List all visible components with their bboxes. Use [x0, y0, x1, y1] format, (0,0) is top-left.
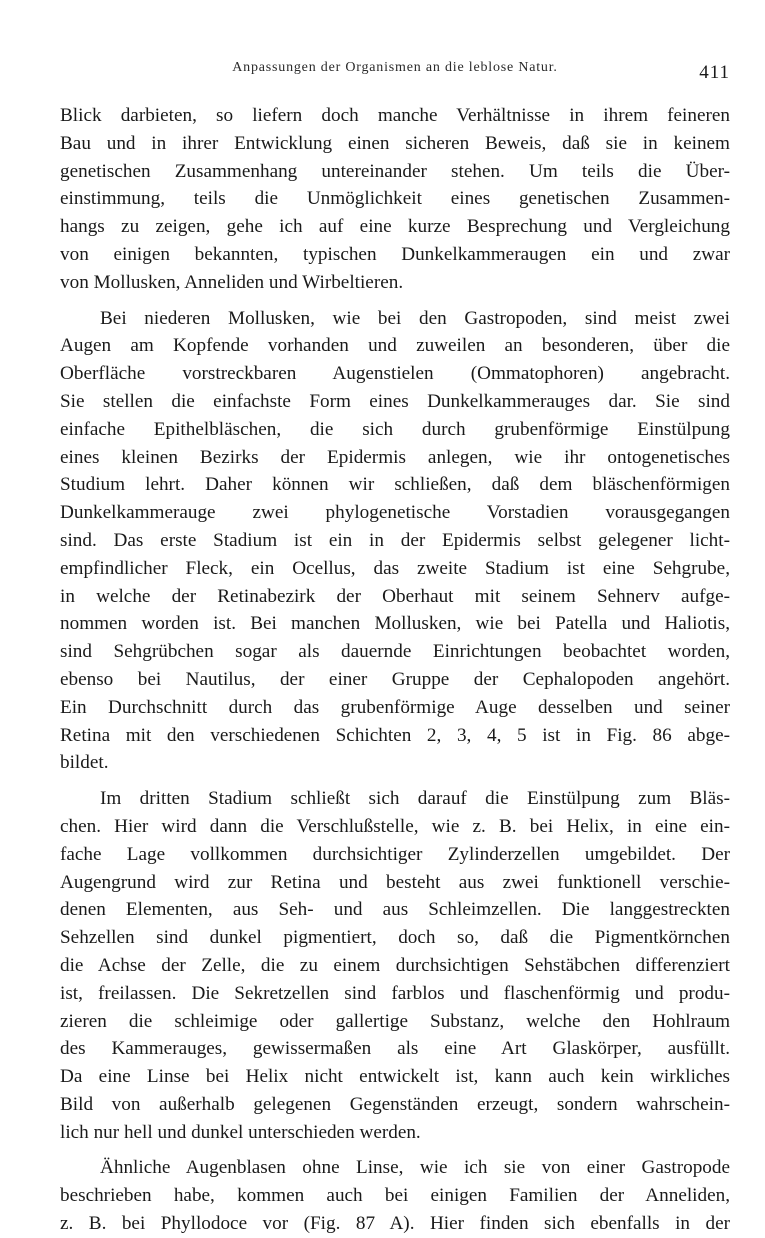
text-line: z. B. bei Phyllodoce vor (Fig. 87 A). Hier finden sich ebenfalls in der — [60, 1213, 730, 1235]
text-line: Bau und in ihrer Entwicklung einen sicheren Beweis, daß sie in keinem — [60, 132, 730, 154]
text-line: Oberfläche vorstreckbaren Augenstielen (Ommatophoren) angebracht. — [60, 363, 730, 385]
text-line: sind. Das erste Stadium ist ein in der Epidermis selbst gelegener licht- — [60, 529, 730, 551]
text-line: Retina mit den verschiedenen Schichten 2, 3, 4, 5 ist in Fig. 86 abge- — [60, 724, 730, 746]
text-line: einstimmung, teils die Unmöglichkeit eines genetischen Zusammen- — [60, 188, 730, 210]
text-line: einfache Epithelbläschen, die sich durch grubenförmige Einstülpung — [60, 418, 730, 440]
text-line: Sie stellen die einfachste Form eines Dunkelkammerauges dar. Sie sind — [60, 390, 730, 412]
text-line: Ähnliche Augenblasen ohne Linse, wie ich sie von einer Gastropode — [100, 1157, 730, 1179]
text-line: von Mollusken, Anneliden und Wirbeltieren. — [60, 271, 404, 293]
text-line: eines kleinen Bezirks der Epidermis anlegen, wie ihr ontogenetisches — [60, 446, 730, 468]
text-line: lich nur hell und dunkel unterschieden werden. — [60, 1121, 421, 1143]
paragraph-gap — [60, 1146, 730, 1154]
text-line: nommen worden ist. Bei manchen Mollusken, wie bei Patella und Haliotis, — [60, 613, 730, 635]
page-number: 411 — [699, 62, 730, 83]
text-line: Bild von außerhalb gelegenen Gegenständen erzeugt, sondern wahrschein- — [60, 1093, 730, 1115]
text-line: Augengrund wird zur Retina und besteht aus zwei funktionell verschie- — [60, 871, 730, 893]
running-title: Anpassungen der Organismen an die leblose Natur. — [232, 60, 558, 75]
text-line: Ein Durchschnitt durch das grubenförmige Auge desselben und seiner — [60, 696, 730, 718]
text-line: sind Sehgrübchen sogar als dauernde Einrichtungen beobachtet worden, — [60, 641, 730, 663]
text-line: Studium lehrt. Daher können wir schließen, daß dem bläschenförmigen — [60, 474, 730, 496]
text-line: zieren die schleimige oder gallertige Substanz, welche den Hohlraum — [60, 1010, 730, 1032]
text-line: beschrieben habe, kommen auch bei einigen Familien der Anneliden, — [60, 1185, 730, 1207]
paragraph-gap — [60, 297, 730, 305]
paragraph — [60, 1154, 730, 1237]
text-line: bildet. — [60, 752, 109, 774]
text-line: in welche der Retinabezirk der Oberhaut mit seinem Sehnerv aufge- — [60, 585, 730, 607]
text-line: Augen am Kopfende vorhanden und zuweilen an besonderen, über die — [60, 335, 730, 357]
text-line: Da eine Linse bei Helix nicht entwickelt ist, kann auch kein wirkliches — [60, 1066, 730, 1088]
text-line: denen Elementen, aus Seh- und aus Schleimzellen. Die langgestreckten — [60, 899, 730, 921]
text-line: genetischen Zusammenhang untereinander stehen. Um teils die Über- — [60, 160, 730, 182]
text-line: Im dritten Stadium schließt sich darauf die Einstülpung zum Bläs- — [100, 788, 730, 810]
body-text — [60, 102, 730, 1238]
text-line: Sehzellen sind dunkel pigmentiert, doch so, daß die Pigmentkörnchen — [60, 927, 730, 949]
text-line: fache Lage vollkommen durchsichtiger Zylinderzellen umgebildet. Der — [60, 843, 730, 865]
text-line: ebenso bei Nautilus, der einer Gruppe der Cephalopoden angehört. — [60, 668, 730, 690]
paragraph-gap — [60, 777, 730, 785]
paragraph — [60, 305, 730, 778]
text-line: Dunkelkammerauge zwei phylogenetische Vorstadien vorausgegangen — [60, 502, 730, 524]
text-line: die Achse der Zelle, die zu einem durchsichtigen Sehstäbchen differenziert — [60, 954, 730, 976]
text-line: von einigen bekannten, typischen Dunkelkammeraugen ein und zwar — [60, 243, 730, 265]
text-line: des Kammerauges, gewissermaßen als eine Art Glaskörper, ausfüllt. — [60, 1038, 730, 1060]
text-line: Bei niederen Mollusken, wie bei den Gastropoden, sind meist zwei — [100, 307, 730, 329]
text-line: Blick darbieten, so liefern doch manche Verhältnisse in ihrem feineren — [60, 105, 730, 126]
text-line: hangs zu zeigen, gehe ich auf eine kurze Besprechung und Vergleichung — [60, 216, 730, 238]
text-line: chen. Hier wird dann die Verschlußstelle, wie z. B. bei Helix, in eine ein- — [60, 815, 730, 837]
text-line: empfindlicher Fleck, ein Ocellus, das zweite Stadium ist eine Sehgrube, — [60, 557, 730, 579]
paragraph — [60, 102, 730, 297]
text-line: ist, freilassen. Die Sekretzellen sind farblos und flaschenförmig und produ- — [60, 982, 730, 1004]
page-header — [60, 60, 730, 88]
paragraph — [60, 785, 730, 1146]
